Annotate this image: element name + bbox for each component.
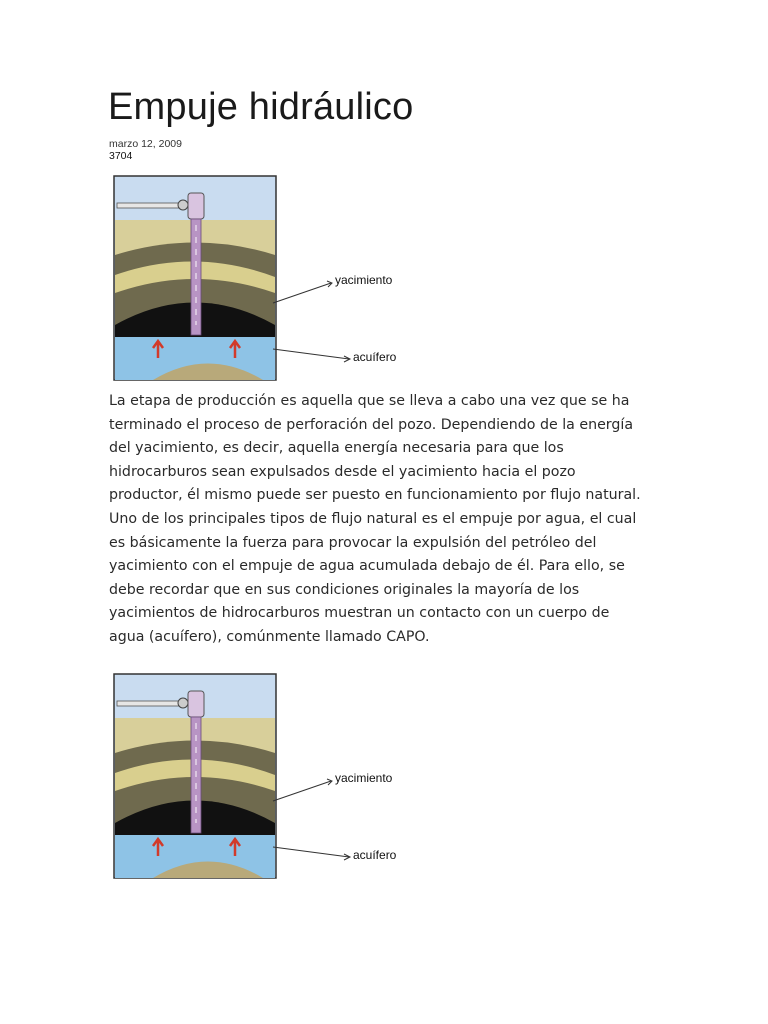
reservoir-pointer: [273, 283, 331, 303]
wellhead-valve: [178, 698, 188, 708]
label-aquifer: acuífero: [353, 848, 397, 862]
page-title: Empuje hidráulico: [108, 86, 414, 128]
surface-pipe: [117, 203, 183, 208]
surface-pipe: [117, 701, 183, 706]
diagram-hydraulic-drive-bottom: [113, 673, 423, 883]
paragraph-2: Uno de los principales tipos de flujo natural es el empuje por agua, el cual es básicamente la fuerza para provocar la expulsión del petróleo del yacimiento con el empuje de agua acumulada debajo de él. Para ello, se debe recordar que en sus condiciones originales la mayoría de los yacimientos de hidrocarburos muestran un contacto con un cuerpo de agua (acuífero), comúnmente llamado CAPO.: [109, 510, 637, 645]
reservoir-diagram: [113, 175, 423, 385]
wellhead: [188, 691, 204, 717]
diagram-hydraulic-drive-top: [113, 175, 423, 385]
reservoir-pointer: [273, 781, 331, 801]
label-reservoir: yacimiento: [335, 771, 393, 785]
article-body: [109, 390, 644, 650]
view-count: 3704: [109, 150, 133, 162]
paragraph-1: La etapa de producción es aquella que se lleva a cabo una vez que se ha terminado el proceso de perforación del pozo. Dependiendo de la energía del yacimiento, es decir, aquella energía necesaria para que los hidrocarburos sean expulsados desde el yacimiento hacia el pozo productor, él mismo puede ser puesto en funcionamiento por flujo natural.: [109, 393, 641, 504]
wellhead-valve: [178, 200, 188, 210]
aquifer-pointer: [273, 349, 349, 359]
wellhead: [188, 193, 204, 219]
aquifer-pointer: [273, 847, 349, 857]
publish-date: marzo 12, 2009: [109, 138, 182, 150]
label-aquifer: acuífero: [353, 350, 397, 364]
reservoir-diagram-repeat: [113, 673, 423, 883]
label-reservoir: yacimiento: [335, 273, 393, 287]
